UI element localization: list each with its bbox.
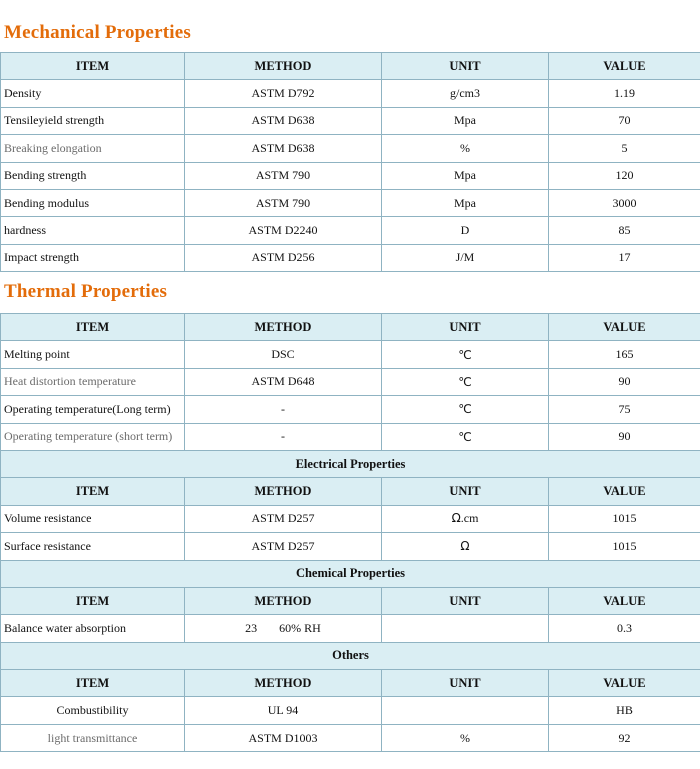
- table-row: [1, 697, 700, 724]
- row-method: DSC: [185, 341, 382, 368]
- header-method: METHOD: [185, 314, 382, 341]
- table-row: [1, 162, 700, 189]
- row-value: 92: [549, 724, 700, 751]
- header-value: VALUE: [549, 670, 700, 697]
- row-unit: Mpa: [382, 162, 549, 189]
- thermal-properties-table: [0, 313, 700, 752]
- thermal-properties-title: Thermal Properties: [4, 281, 168, 302]
- row-value: 85: [549, 217, 700, 244]
- row-method: ASTM D638: [185, 135, 382, 162]
- others-band: [1, 642, 700, 669]
- row-method: UL 94: [185, 697, 382, 724]
- table-row: [1, 615, 700, 642]
- row-unit: [382, 533, 549, 560]
- row-unit: [382, 505, 549, 532]
- row-value: 90: [549, 368, 700, 395]
- method-humidity: 60% RH: [279, 620, 321, 635]
- row-method: -: [185, 396, 382, 423]
- row-item: Combustibility: [1, 697, 185, 724]
- header-value: VALUE: [549, 587, 700, 614]
- ohm-symbol: Ω: [460, 538, 470, 553]
- table-row: [1, 217, 700, 244]
- row-item: Density: [1, 80, 185, 107]
- table-header-row: [1, 587, 700, 614]
- header-item: ITEM: [1, 53, 185, 80]
- row-item: hardness: [1, 217, 185, 244]
- row-value: 120: [549, 162, 700, 189]
- row-item: Breaking elongation: [1, 135, 185, 162]
- header-method: METHOD: [185, 53, 382, 80]
- row-unit: D: [382, 217, 549, 244]
- header-item: ITEM: [1, 314, 185, 341]
- table-header-row: [1, 478, 700, 505]
- mechanical-properties-table: [0, 52, 700, 272]
- row-unit: %: [382, 724, 549, 751]
- row-item: light transmittance: [1, 724, 185, 751]
- chemical-properties-title: Chemical Properties: [1, 560, 700, 587]
- header-item: ITEM: [1, 587, 185, 614]
- row-method: ASTM 790: [185, 189, 382, 216]
- table-row: [1, 368, 700, 395]
- row-item: Melting point: [1, 341, 185, 368]
- ohm-symbol: Ω: [451, 511, 461, 526]
- row-unit: ℃: [382, 341, 549, 368]
- row-method: ASTM D648: [185, 368, 382, 395]
- others-title: Others: [1, 642, 700, 669]
- table-header-row: [1, 53, 700, 80]
- row-method: -: [185, 423, 382, 450]
- row-method: ASTM D256: [185, 244, 382, 271]
- header-method: METHOD: [185, 670, 382, 697]
- electrical-properties-title: Electrical Properties: [1, 450, 700, 477]
- table-row: [1, 80, 700, 107]
- row-value: 17: [549, 244, 700, 271]
- table-row: [1, 423, 700, 450]
- row-unit: [382, 615, 549, 642]
- electrical-properties-band: [1, 450, 700, 477]
- row-item: Operating temperature(Long term): [1, 396, 185, 423]
- unit-suffix: .cm: [460, 511, 479, 526]
- row-unit: ℃: [382, 368, 549, 395]
- table-row: [1, 341, 700, 368]
- row-method: ASTM D792: [185, 80, 382, 107]
- table-row: [1, 107, 700, 134]
- header-unit: UNIT: [382, 587, 549, 614]
- row-item: Heat distortion temperature: [1, 368, 185, 395]
- table-row: [1, 135, 700, 162]
- header-method: METHOD: [185, 478, 382, 505]
- header-item: ITEM: [1, 670, 185, 697]
- row-item: Impact strength: [1, 244, 185, 271]
- row-method: ASTM D257: [185, 505, 382, 532]
- row-value: 3000: [549, 189, 700, 216]
- row-value: 165: [549, 341, 700, 368]
- row-unit: g/cm3: [382, 80, 549, 107]
- row-item: Volume resistance: [1, 505, 185, 532]
- row-value: 0.3: [549, 615, 700, 642]
- row-value: 5: [549, 135, 700, 162]
- row-value: 75: [549, 396, 700, 423]
- row-method: ASTM D1003: [185, 724, 382, 751]
- row-value: HB: [549, 697, 700, 724]
- chemical-properties-band: [1, 560, 700, 587]
- row-unit: Mpa: [382, 107, 549, 134]
- table-row: [1, 533, 700, 560]
- table-row: [1, 244, 700, 271]
- row-item: Bending modulus: [1, 189, 185, 216]
- row-unit: %: [382, 135, 549, 162]
- row-unit: Mpa: [382, 189, 549, 216]
- row-item: Balance water absorption: [1, 615, 185, 642]
- table-row: [1, 724, 700, 751]
- header-unit: UNIT: [382, 670, 549, 697]
- method-temperature: 23: [245, 620, 258, 635]
- row-value: 1.19: [549, 80, 700, 107]
- header-item: ITEM: [1, 478, 185, 505]
- row-value: 90: [549, 423, 700, 450]
- row-item: Operating temperature (short term): [1, 423, 185, 450]
- table-header-row: [1, 314, 700, 341]
- row-value: 1015: [549, 533, 700, 560]
- table-row: [1, 189, 700, 216]
- row-method: ASTM 790: [185, 162, 382, 189]
- header-unit: UNIT: [382, 314, 549, 341]
- header-unit: UNIT: [382, 478, 549, 505]
- row-item: Tensileyield strength: [1, 107, 185, 134]
- row-unit: ℃: [382, 396, 549, 423]
- table-row: [1, 505, 700, 532]
- header-value: VALUE: [549, 478, 700, 505]
- row-unit: J/M: [382, 244, 549, 271]
- row-method: ASTM D638: [185, 107, 382, 134]
- row-method: ASTM D257: [185, 533, 382, 560]
- header-value: VALUE: [549, 314, 700, 341]
- table-header-row: [1, 670, 700, 697]
- row-item: Bending strength: [1, 162, 185, 189]
- mechanical-properties-title: Mechanical Properties: [4, 22, 191, 43]
- header-unit: UNIT: [382, 53, 549, 80]
- row-method: ASTM D2240: [185, 217, 382, 244]
- header-value: VALUE: [549, 53, 700, 80]
- row-unit: ℃: [382, 423, 549, 450]
- row-value: 70: [549, 107, 700, 134]
- row-method: [185, 615, 382, 642]
- row-item: Surface resistance: [1, 533, 185, 560]
- row-unit: [382, 697, 549, 724]
- table-row: [1, 396, 700, 423]
- row-value: 1015: [549, 505, 700, 532]
- header-method: METHOD: [185, 587, 382, 614]
